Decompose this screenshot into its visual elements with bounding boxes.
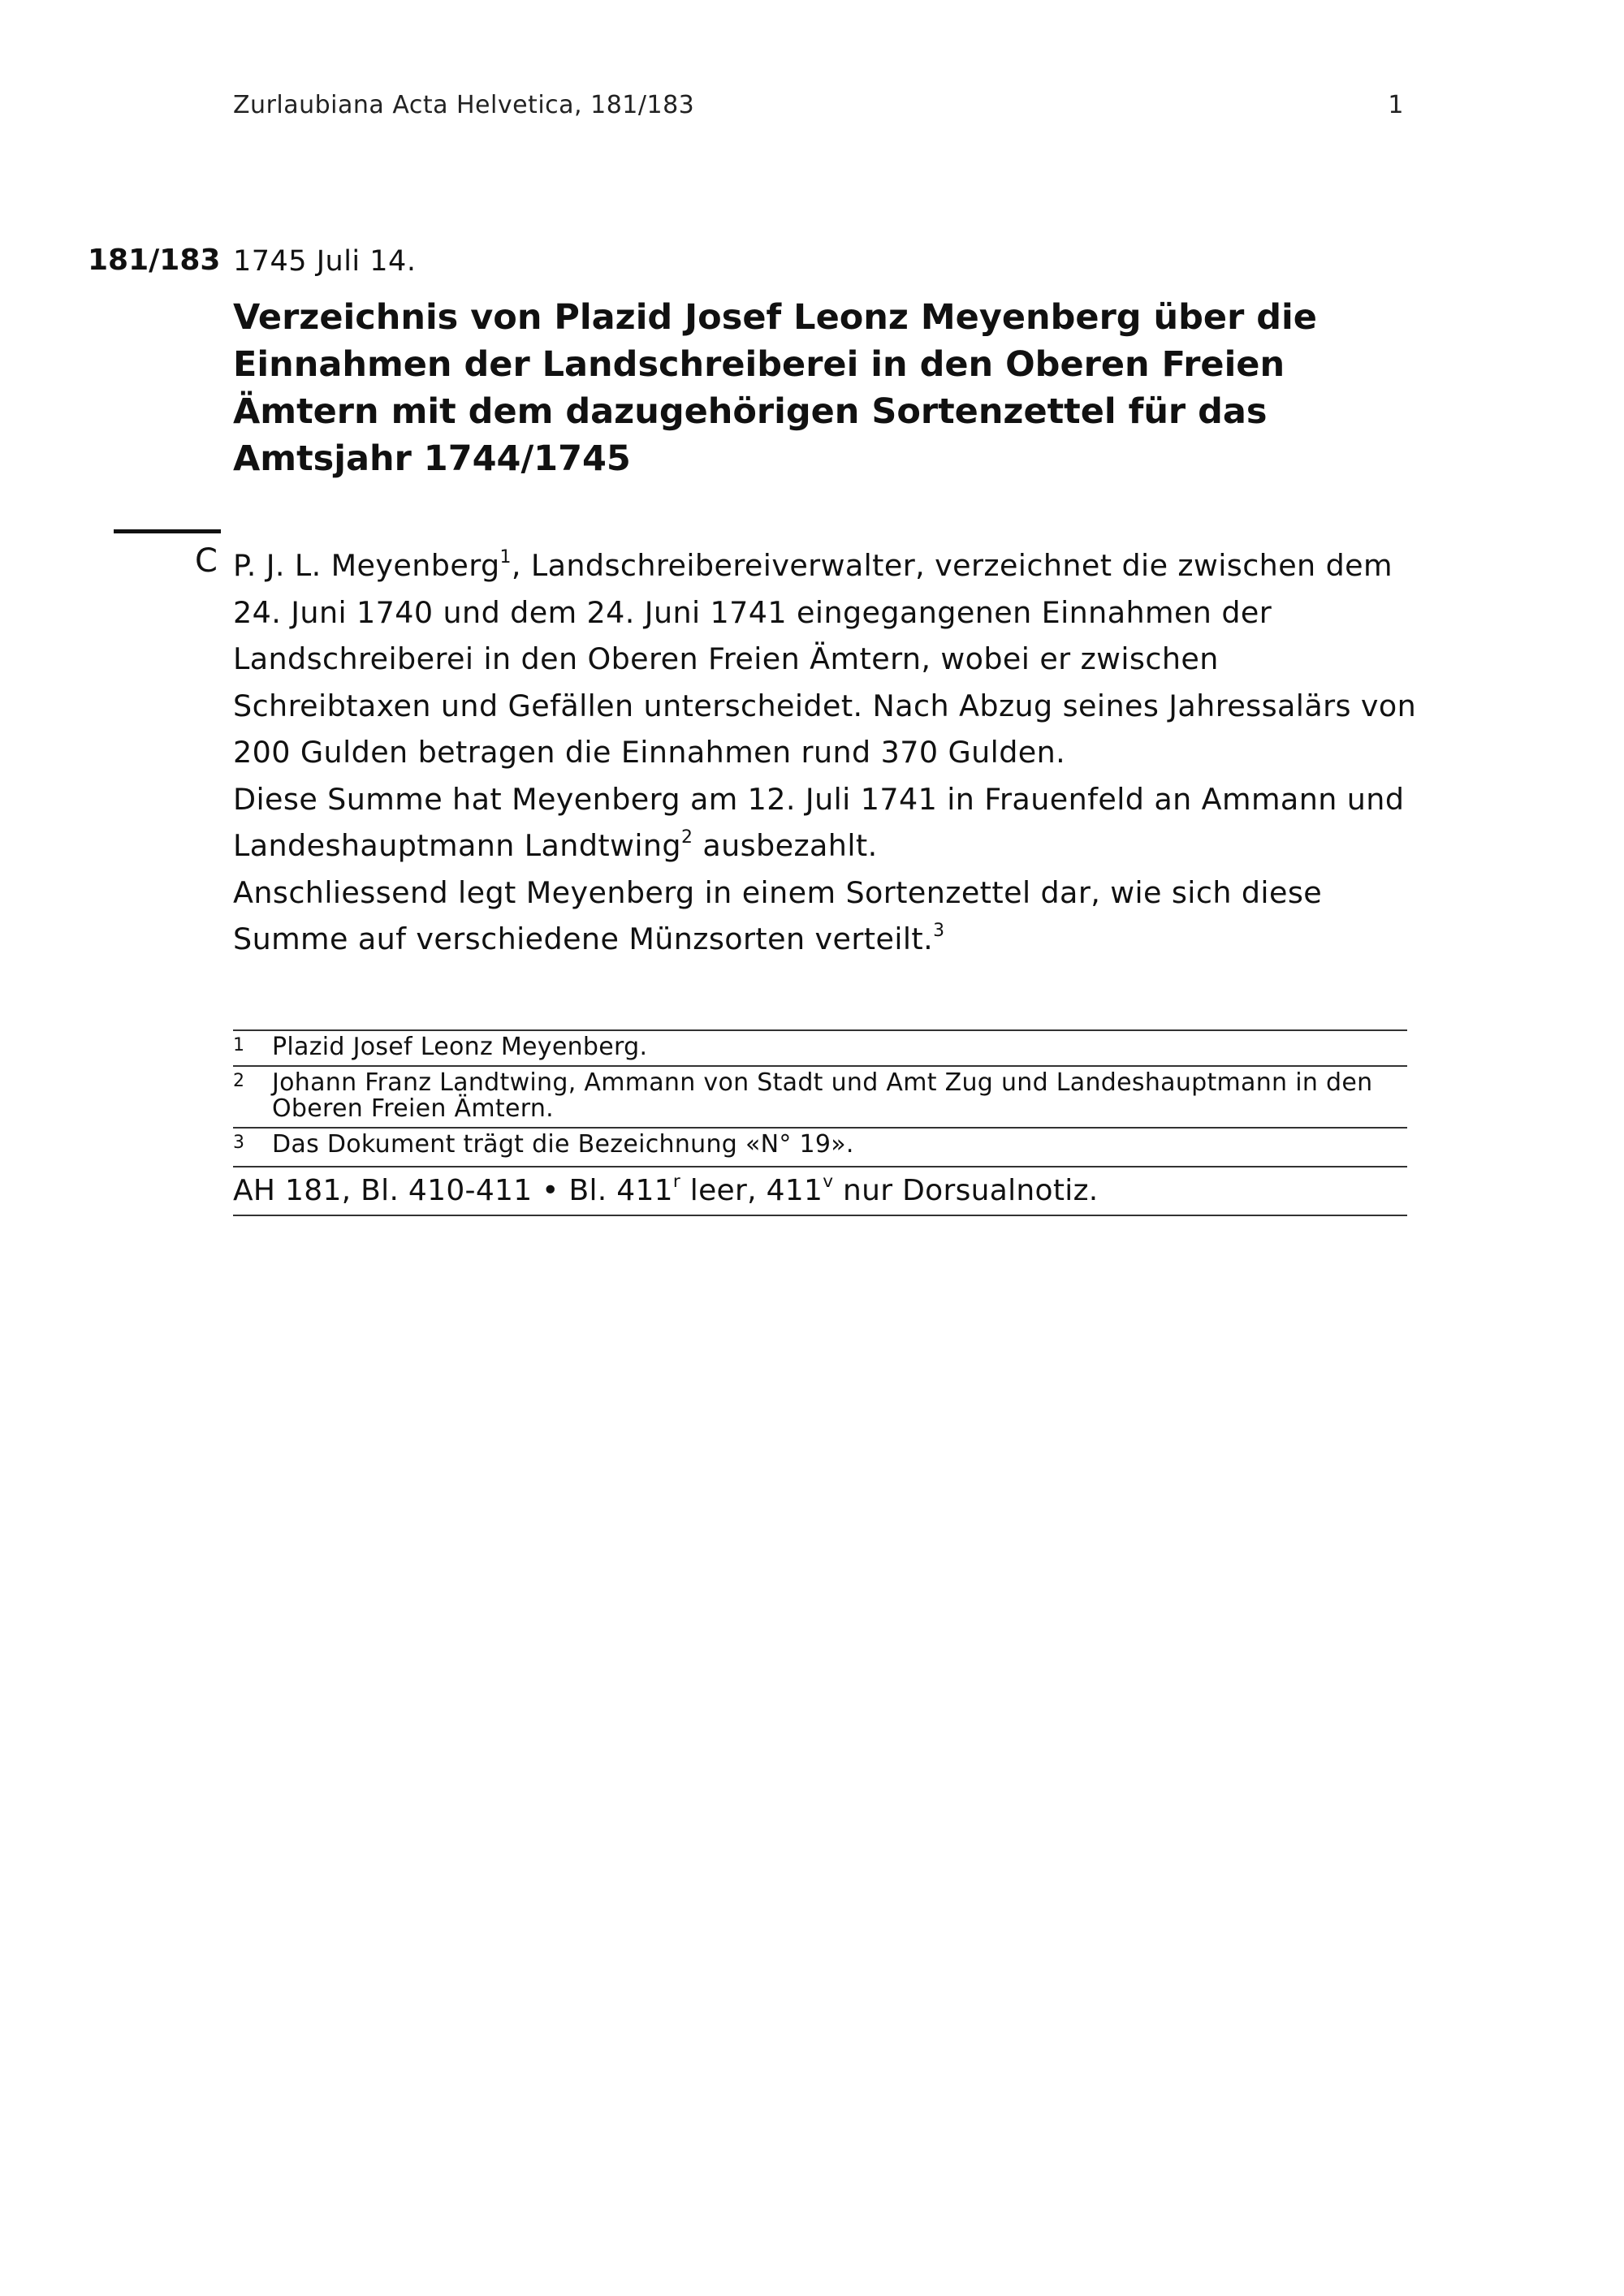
- page-number: 1: [1388, 91, 1404, 119]
- footnote-ref[interactable]: 1: [499, 546, 512, 568]
- running-header: [233, 91, 1404, 132]
- regest-text: P. J. L. Meyenberg: [233, 548, 500, 583]
- source-superscript: r: [672, 1171, 681, 1192]
- regest-text: ausbezahlt.: [693, 828, 878, 863]
- regest-text: Anschliessend legt Meyenberg in einem Sortenzettel dar, wie sich diese Summe auf verschiedene Münzsorten verteilt.: [233, 874, 1323, 956]
- footnotes: [233, 1029, 1407, 1216]
- regest-text: Diese Summe hat Meyenberg am 12. Juli 1741 in Frauenfeld an Ammann und Landeshauptmann Landtwing: [233, 781, 1405, 863]
- regest-paragraph: [233, 776, 1419, 870]
- regest-paragraph: [233, 542, 1419, 776]
- source-reference: [233, 1166, 1407, 1216]
- regest-paragraph: [233, 870, 1419, 963]
- regest-text: , Landschreibereiverwalter, verzeichnet die zwischen dem 24. Juni 1740 und dem 24. Juni 1741 eingegangenen Einnahmen der Landschreiberei in den Oberen Freien Ämtern, wobei er zwischen Schreibtaxen und Gefällen unterscheidet. Nach Abzug seines Jahressalärs von 200 Gulden betragen die Einnahmen rund 370 Gulden.: [233, 548, 1417, 770]
- regest-body: [233, 542, 1419, 963]
- footnote: [233, 1127, 1407, 1163]
- footnote-number: 3: [233, 1133, 245, 1153]
- footnote-text: Das Dokument trägt die Bezeichnung «N° 19».: [272, 1130, 854, 1159]
- running-title: Zurlaubiana Acta Helvetica, 181/183: [233, 91, 695, 119]
- document-number: 181/183: [88, 244, 221, 277]
- margin-mark: C: [195, 542, 218, 580]
- footnote-number: 2: [233, 1071, 245, 1091]
- section-rule: [114, 529, 221, 533]
- footnote-ref[interactable]: 2: [681, 826, 693, 848]
- footnote-ref[interactable]: 3: [933, 920, 945, 941]
- source-superscript: v: [823, 1171, 834, 1192]
- footnote: [233, 1065, 1407, 1127]
- footnote-text: Plazid Josef Leonz Meyenberg.: [272, 1033, 648, 1061]
- footnote-number: 1: [233, 1035, 245, 1055]
- document-title: Verzeichnis von Plazid Josef Leonz Meyenberg über die Einnahmen der Landschreiberei in den Oberen Freien Ämtern mit dem dazugehörigen Sortenzettel für das Amtsjahr 1744/1745: [233, 297, 1317, 479]
- footnote-text: Johann Franz Landtwing, Ammann von Stadt und Amt Zug und Landeshauptmann in den Oberen Freien Ämtern.: [272, 1068, 1373, 1123]
- source-text: leer, 411: [680, 1174, 823, 1207]
- source-text: AH 181, Bl. 410-411 • Bl. 411: [233, 1174, 673, 1207]
- source-text: nur Dorsualnotiz.: [833, 1174, 1099, 1207]
- footnote: [233, 1029, 1407, 1065]
- document-date: 1745 Juli 14.: [233, 245, 417, 278]
